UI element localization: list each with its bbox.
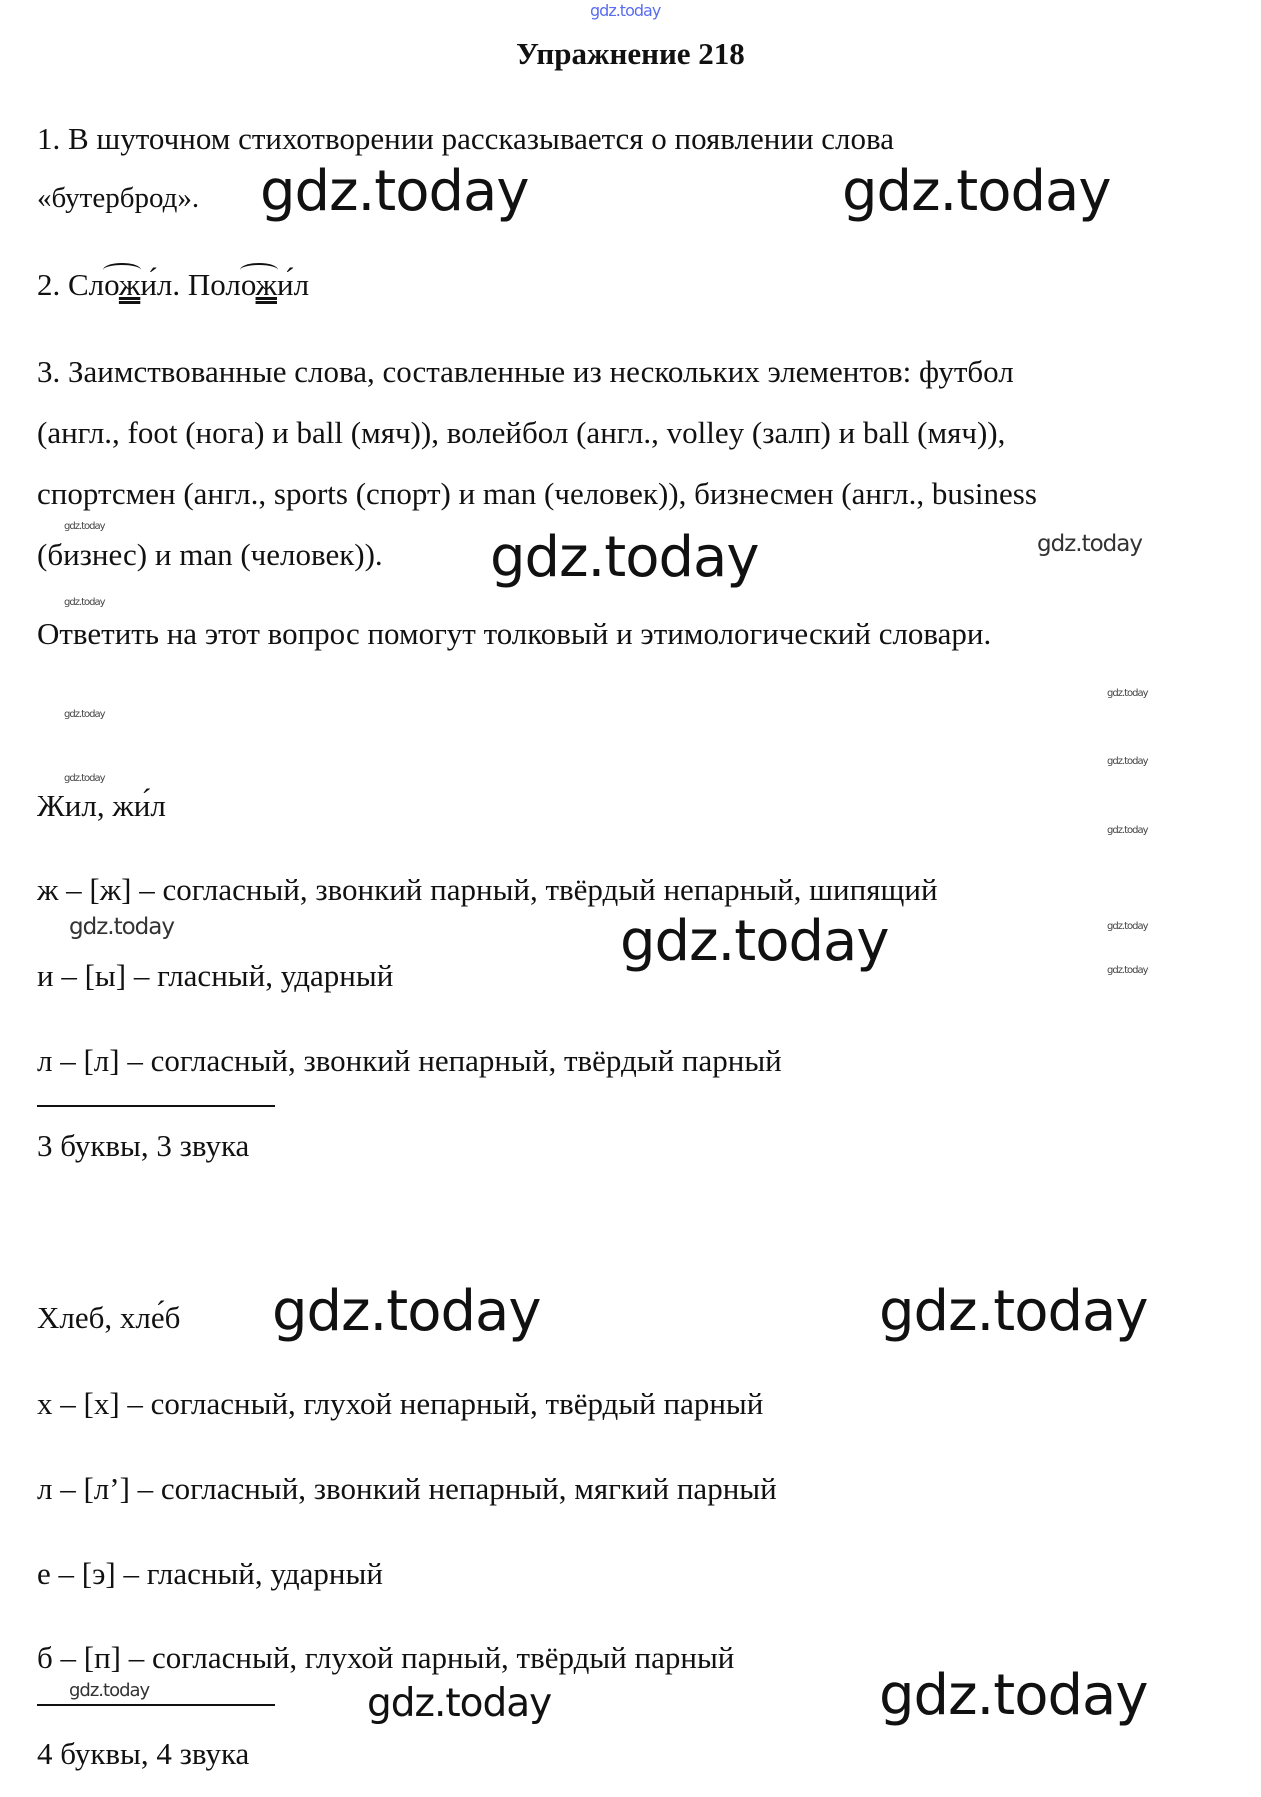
watermark: gdz.today [367, 1681, 552, 1726]
watermark: gdz.today [1107, 921, 1148, 932]
root-mark [241, 269, 277, 300]
word-2-line: х – [х] – согласный, глухой непарный, твёрдый парный [37, 1386, 764, 1421]
watermark: gdz.today [1107, 756, 1148, 767]
divider [37, 1704, 275, 1706]
watermark: gdz.today [260, 159, 529, 224]
watermark: gdz.today [879, 1663, 1148, 1728]
word-1-line: ж – [ж] – согласный, звонкий парный, твёрдый непарный, шипящий [37, 872, 938, 907]
paragraph-3-line: 3. Заимствованные слова, составленные из нескольких элементов: футбол [37, 354, 1014, 389]
word-2-summary: 4 буквы, 4 звука [37, 1736, 250, 1771]
paragraph-3-line: спортсмен (англ., sports (спорт) и man (человек)), бизнесмен (англ., business [37, 476, 1037, 511]
watermark: gdz.today [64, 709, 105, 720]
word-2-title: Хлеб, хле́б [37, 1300, 181, 1335]
word-2-line: е – [э] – гласный, ударный [37, 1556, 383, 1591]
watermark: gdz.today [1037, 531, 1142, 557]
watermark: gdz.today [69, 914, 174, 940]
root-mark [104, 269, 140, 300]
word-2-line: л – [л’] – согласный, звонкий непарный, мягкий парный [37, 1471, 777, 1506]
note: Ответить на этот вопрос помогут толковый и этимологический словари. [37, 616, 992, 651]
watermark: gdz.today [272, 1279, 541, 1344]
page-title: Упражнение 218 [516, 36, 745, 71]
watermark: gdz.today [1107, 688, 1148, 699]
watermark: gdz.today [64, 773, 105, 784]
divider [37, 1105, 275, 1107]
text: 2. Сл [37, 267, 105, 302]
word-1-line: и – [ы] – гласный, ударный [37, 958, 394, 993]
text: ж [118, 267, 141, 302]
text: и́л. Пол [140, 267, 241, 302]
watermark: gdz.today [64, 521, 105, 532]
watermark: gdz.today [842, 159, 1111, 224]
paragraph-2 [37, 269, 309, 300]
paragraph-1-line: 1. В шуточном стихотворении рассказывается о появлении слова [37, 121, 894, 156]
watermark: gdz.today [490, 525, 759, 590]
watermark: gdz.today [879, 1279, 1148, 1344]
word-1-summary: 3 буквы, 3 звука [37, 1128, 250, 1163]
watermark: gdz.today [1107, 825, 1148, 836]
watermark: gdz.today [69, 1680, 150, 1701]
text: ж [255, 267, 277, 302]
text: о [240, 267, 256, 302]
word-1-title: Жил, жи́л [37, 788, 166, 823]
word-2-line: б – [п] – согласный, глухой парный, твёрдый парный [37, 1640, 735, 1675]
word-1-line: л – [л] – согласный, звонкий непарный, твёрдый парный [37, 1043, 782, 1078]
watermark: gdz.today [620, 909, 889, 974]
paragraph-3-line: (англ., foot (нога) и ball (мяч)), волейбол (англ., volley (залп) и ball (мяч)), [37, 415, 1006, 450]
text: о [104, 267, 119, 302]
watermark: gdz.today [590, 1, 661, 20]
paragraph-3-line: (бизнес) и man (человек)). [37, 537, 383, 572]
paragraph-1-line: «бутерброд». [37, 182, 200, 214]
watermark: gdz.today [1107, 965, 1148, 976]
watermark: gdz.today [64, 597, 105, 608]
text: и́л [276, 267, 310, 302]
